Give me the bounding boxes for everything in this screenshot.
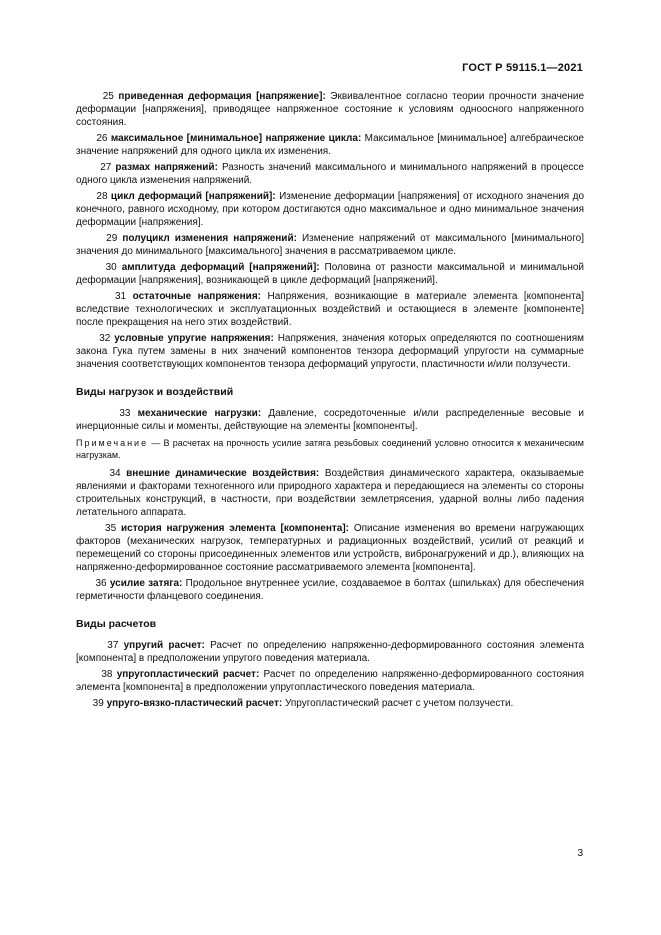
definition-text: Продольное внутреннее усилие, создаваемое в болтах (шпильках) для обеспечения герметичности фланцевого соединения. bbox=[76, 578, 585, 602]
definition-term: механические нагрузки: bbox=[137, 408, 262, 419]
definition-term: приведенная деформация [напряжение]: bbox=[118, 91, 326, 102]
definition-number: 37 bbox=[107, 640, 119, 651]
definition-term: упругопластический расчет: bbox=[116, 669, 260, 680]
definition-term: амплитуда деформаций [напряжений]: bbox=[121, 262, 320, 273]
definition-text: Половина от разности максимальной и минимальной деформации [напряжения], возникающей в цикле деформаций [напряжений]. bbox=[76, 262, 584, 286]
definition-paragraph bbox=[76, 697, 584, 710]
definition-number: 39 bbox=[92, 698, 104, 709]
definition-number: 28 bbox=[96, 191, 108, 202]
definition-paragraph bbox=[76, 407, 584, 433]
page-number: 3 bbox=[577, 848, 583, 859]
document-body bbox=[76, 90, 584, 713]
definition-text: Максимальное [минимальное] алгебраическое значение напряжений для одного цикла их изменения. bbox=[76, 133, 584, 157]
definition-number: 32 bbox=[99, 333, 111, 344]
definition-paragraph bbox=[76, 90, 584, 129]
definition-paragraph bbox=[76, 132, 584, 158]
definition-text: Расчет по определению напряженно-деформированного состояния элемента [компонента] в предположении упругого поведения материала. bbox=[76, 640, 585, 664]
definition-paragraph bbox=[76, 232, 584, 258]
definitions-group-b1 bbox=[76, 407, 584, 433]
definition-paragraph bbox=[76, 522, 584, 574]
definition-text: Разность значений максимального и минимального напряжений в процессе одного цикла изменения напряжений. bbox=[76, 162, 584, 186]
definition-text: Воздействия динамического характера, оказываемые явлениями и факторами техногенного или природного характера и передающиеся на элементы со стороны строительных конструкций, в частности, при воздействии землетрясения, ударной волны либо падения летательного аппарата. bbox=[76, 468, 584, 518]
standard-header: ГОСТ Р 59115.1—2021 bbox=[462, 62, 583, 74]
definitions-group-a bbox=[76, 90, 584, 371]
definition-number: 30 bbox=[105, 262, 117, 273]
definition-text: Напряжения, значения которых определяются по соотношениям закона Гука путем замены в них значений компонентов тензора деформаций упругости на суммарные значения соответствующих компонентов тензора деформаций упругости, пластичности и/или ползучести. bbox=[76, 333, 585, 370]
definitions-group-b2 bbox=[76, 467, 584, 603]
definition-term: история нагружения элемента [компонента]: bbox=[120, 523, 349, 534]
definition-term: внешние динамические воздействия: bbox=[126, 468, 320, 479]
note-paragraph bbox=[76, 437, 584, 461]
definition-number: 29 bbox=[106, 233, 118, 244]
section-heading-loads: Виды нагрузок и воздействий bbox=[76, 386, 234, 398]
note-label: Примечание bbox=[76, 438, 149, 448]
definition-text: Эквивалентное согласно теории прочности значение деформации [напряжения], приводящее напряженное состояние к условиям одноосного напряженного состояния. bbox=[76, 91, 585, 128]
definition-term: максимальное [минимальное] напряжение цикла: bbox=[110, 133, 362, 144]
definition-text: Описание изменения во времени нагружающих факторов (механических нагрузок, температурных и радиационных воздействий, усилий от реакций и перемещений со стороны присоединенных элементов или устройств, вибронагружений и др.), влияющих на напряженно-деформированное состояние рассматриваемого элемента [компонента]. bbox=[76, 523, 585, 573]
definition-text: Расчет по определению напряженно-деформированного состояния элемента [компонента] в предположении упругопластического поведения материала. bbox=[76, 669, 585, 693]
definition-paragraph bbox=[76, 467, 584, 519]
definition-paragraph bbox=[76, 639, 584, 665]
definition-paragraph bbox=[76, 161, 584, 187]
definition-term: условные упругие напряжения: bbox=[114, 333, 274, 344]
definition-paragraph bbox=[76, 332, 584, 371]
definition-number: 26 bbox=[96, 133, 108, 144]
definition-term: полуцикл изменения напряжений: bbox=[122, 233, 297, 244]
definition-text: Изменение деформации [напряжения] от исходного значения до конечного, равного исходному, при котором достигаются одно максимальное и одно минимальное значения деформации [напряжения]. bbox=[76, 191, 585, 228]
definition-term: упругий расчет: bbox=[123, 640, 205, 651]
definition-number: 38 bbox=[101, 669, 113, 680]
definition-text: Напряжения, возникающие в материале элемента [компонента] вследствие технологических и эксплуатационных воздействий и остающиеся в элементе [компоненте] после прекращения на него этих воздействий. bbox=[76, 291, 584, 328]
definition-term: усилие затяга: bbox=[109, 578, 183, 589]
section-heading-calculations: Виды расчетов bbox=[76, 618, 157, 630]
definition-number: 36 bbox=[95, 578, 107, 589]
definition-paragraph bbox=[76, 668, 584, 694]
definition-text: Упругопластический расчет с учетом ползучести. bbox=[284, 698, 514, 709]
definition-number: 27 bbox=[100, 162, 112, 173]
definition-paragraph bbox=[76, 290, 584, 329]
definition-term: остаточные напряжения: bbox=[132, 291, 261, 302]
definition-number: 35 bbox=[105, 523, 117, 534]
definition-term: размах напряжений: bbox=[115, 162, 218, 173]
definition-number: 34 bbox=[109, 468, 121, 479]
definition-number: 31 bbox=[114, 291, 127, 302]
definitions-group-c bbox=[76, 639, 584, 710]
definition-number: 33 bbox=[119, 408, 131, 419]
definition-text: Давление, сосредоточенные и/или распределенные весовые и инерционные силы и моменты, действующие на элементы [компоненты]. bbox=[76, 408, 585, 432]
note-text: — В расчетах на прочность усилие затяга резьбовых соединений условно относится к механическим нагрузкам. bbox=[76, 438, 584, 460]
definition-term: упруго-вязко-пластический расчет: bbox=[106, 698, 283, 709]
definition-term: цикл деформаций [напряжений]: bbox=[110, 191, 276, 202]
definition-paragraph bbox=[76, 190, 584, 229]
definition-text: Изменение напряжений от максимального [минимального] значения до минимального [максимального] значения в рассматриваемом цикле. bbox=[76, 233, 585, 257]
definition-paragraph bbox=[76, 261, 584, 287]
definition-number: 25 bbox=[102, 91, 114, 102]
definition-paragraph bbox=[76, 577, 584, 603]
